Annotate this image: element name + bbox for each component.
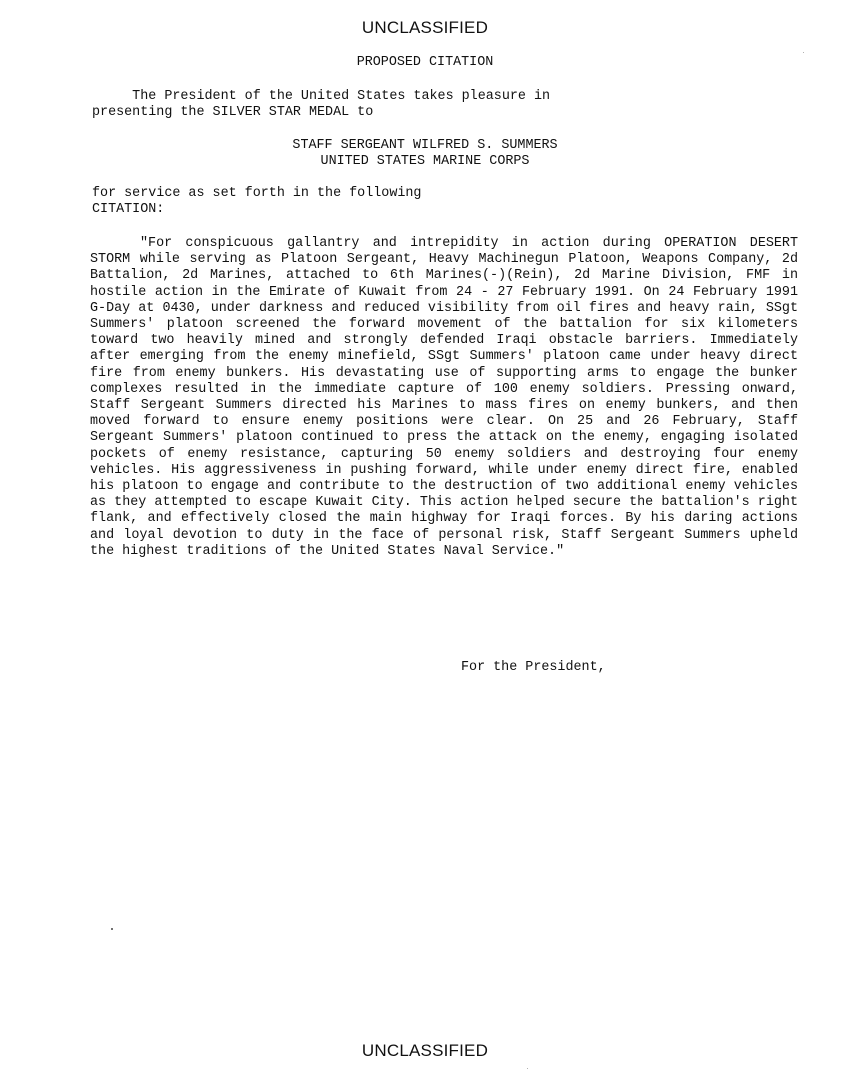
citation-body: "For conspicuous gallantry and intrepidity in action during OPERATION DESERT STORM while serving as Platoon Sergeant, Heavy Machinegun Platoon, Weapons Company, 2d Battalion, 2d Marines, attached to 6th Marines(-)(Rein), 2d Marine Division, FMF in hostile action in the Emirate of Kuwait from 24 - 27 February 1991. On 24 February 1991 G-Day at 0430, under darkness and reduced visibility from oil fires and heavy rain, SSgt Summers' platoon screened the forward movement of the battalion for six kilometers toward two heavily mined and strongly defended Iraqi obstacle barriers. Immediately after emerging from the enemy minefield, SSgt Summers' platoon came under heavy direct fire from enemy bunkers. His devastating use of supporting arms to engage the bunker complexes resulted in the immediate capture of 100 enemy soldiers. Pressing onward, Staff Sergeant Summers directed his Marines to mass fires on enemy bunkers, and then moved forward to ensure enemy positions were clear. On 25 and 26 February, Staff Sergeant Summers' platoon continued to press the attack on the enemy, engaging isolated pockets of enemy resistance, capturing 50 enemy soldiers and destroying four enemy vehicles. His aggressiveness in pushing forward, while under enemy direct fire, enabled his platoon to engage and contribute to the destruction of two additional enemy vehicles as they attempted to escape Kuwait City. This action helped secure the battalion's right flank, and effectively closed the main highway for Iraqi forces. By his daring actions and loyal devotion to duty in the face of personal risk, Staff Sergeant Summers upheld the highest traditions of the United States Naval Service." — [90, 236, 798, 559]
signoff: For the President, — [461, 660, 606, 675]
intro-paragraph — [92, 89, 550, 121]
scan-speck — [111, 928, 113, 930]
classification-footer: UNCLASSIFIED — [361, 1041, 489, 1060]
recipient-block — [0, 138, 850, 170]
intro-line: presenting the SILVER STAR MEDAL to — [92, 105, 374, 121]
intro-line: The President of the United States takes pleasure in — [92, 89, 551, 104]
scan-speck — [803, 52, 804, 53]
classification-header: UNCLASSIFIED — [361, 18, 489, 37]
for-service-line: for service as set forth in the following — [92, 186, 422, 201]
document-heading: PROPOSED CITATION — [356, 55, 494, 70]
scan-speck — [527, 1068, 528, 1069]
for-service-paragraph — [92, 186, 421, 218]
recipient-service: UNITED STATES MARINE CORPS — [320, 154, 530, 170]
citation-label: CITATION: — [92, 202, 165, 218]
recipient-name: STAFF SERGEANT WILFRED S. SUMMERS — [292, 138, 558, 153]
